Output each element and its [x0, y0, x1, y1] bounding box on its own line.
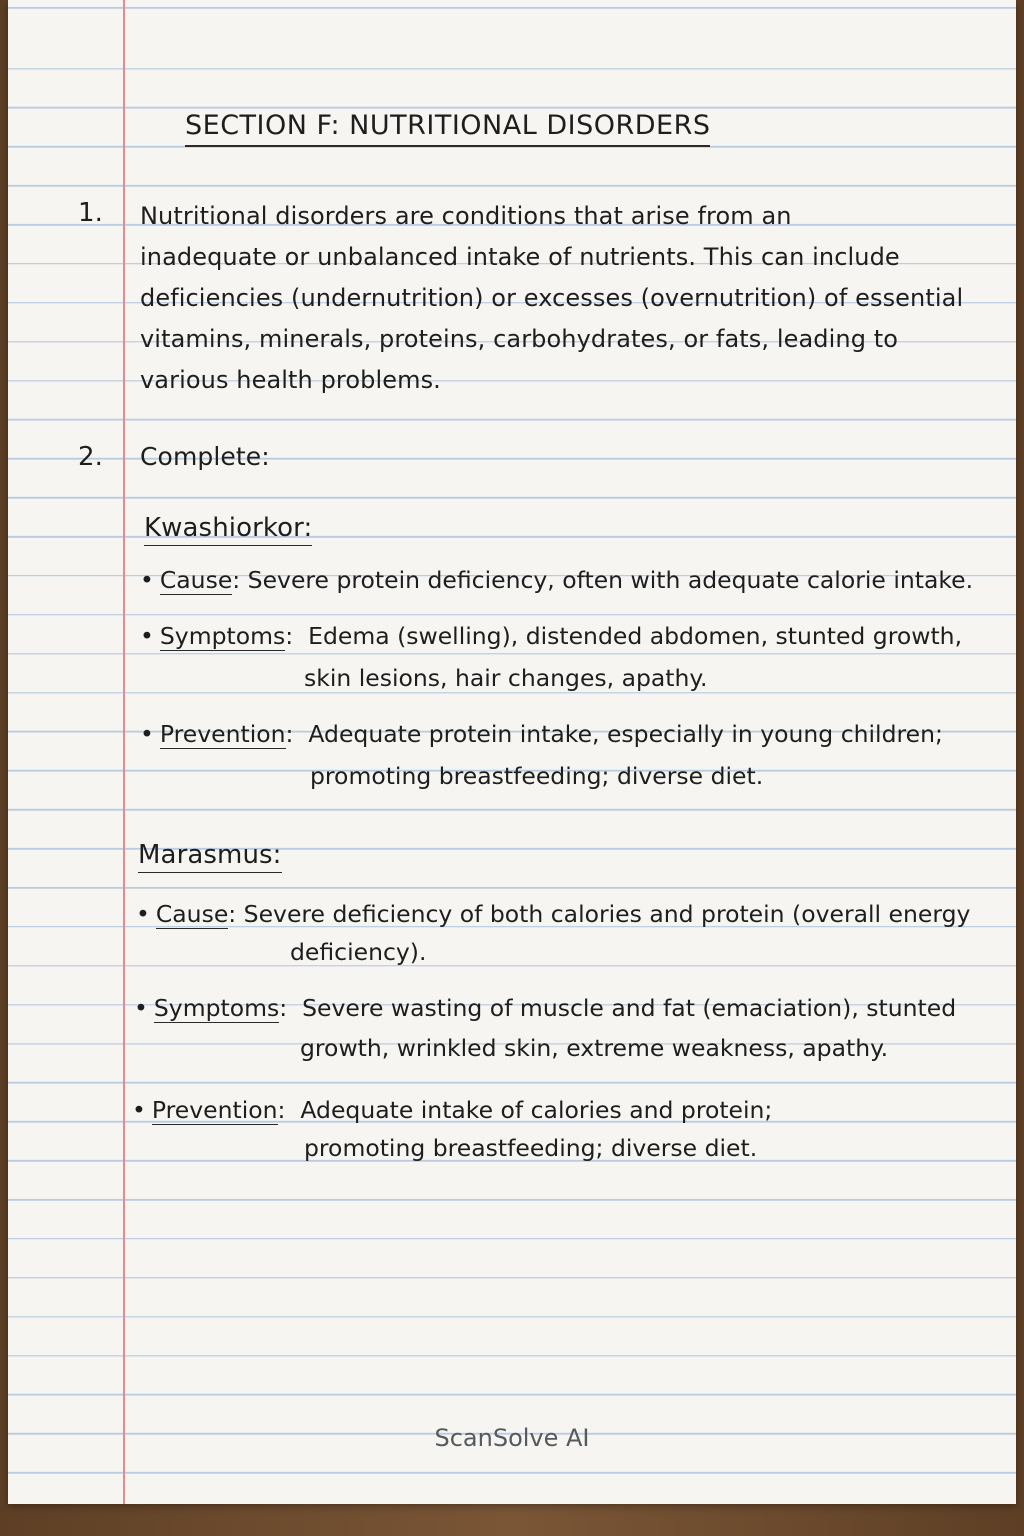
bullet: • — [140, 622, 154, 650]
bullet: • — [140, 566, 154, 594]
kwashiorkor-cause: • Cause: Severe protein deficiency, often with adequate calorie intake. — [140, 566, 974, 594]
marasmus-cause-cont: deficiency). — [290, 938, 427, 966]
symptoms-text: Severe wasting of muscle and fat (emaciation), stunted — [302, 994, 957, 1022]
marasmus-symptoms: • Symptoms: Severe wasting of muscle and fat (emaciation), stunted — [134, 994, 957, 1022]
bullet: • — [136, 900, 150, 928]
question-1-answer — [140, 196, 963, 401]
question-1-number: 1. — [78, 198, 104, 228]
section-title: SECTION F: NUTRITIONAL DISORDERS — [185, 110, 710, 147]
marasmus-symptoms-cont: growth, wrinkled skin, extreme weakness, apathy. — [300, 1034, 889, 1062]
marasmus-heading: Marasmus: — [138, 840, 282, 873]
notebook-page — [8, 0, 1016, 1504]
kwashiorkor-prevention-cont: promoting breastfeeding; diverse diet. — [310, 762, 764, 790]
bullet: • — [134, 994, 148, 1022]
prevention-text: Adequate intake of calories and protein; — [300, 1096, 773, 1124]
footer-watermark: ScanSolve AI — [434, 1424, 590, 1452]
cause-text: Severe protein deficiency, often with adequate calorie intake. — [247, 566, 974, 594]
answer-line: various health problems. — [140, 366, 441, 394]
kwashiorkor-symptoms-cont: skin lesions, hair changes, apathy. — [304, 664, 708, 692]
bullet: • — [140, 720, 154, 748]
marasmus-prevention: • Prevention: Adequate intake of calories and protein; — [132, 1096, 773, 1124]
kwashiorkor-symptoms: • Symptoms: Edema (swelling), distended abdomen, stunted growth, — [140, 622, 963, 650]
prevention-text: Adequate protein intake, especially in young children; — [308, 720, 943, 748]
symptoms-text: Edema (swelling), distended abdomen, stunted growth, — [308, 622, 963, 650]
cause-label: Cause — [159, 566, 233, 594]
prevention-label: Prevention — [159, 720, 286, 748]
symptoms-label: Symptoms — [159, 622, 286, 650]
question-2-label: Complete: — [140, 442, 270, 471]
bullet: • — [132, 1096, 146, 1124]
answer-line: inadequate or unbalanced intake of nutrients. This can include — [140, 243, 900, 271]
cause-label: Cause — [155, 900, 229, 928]
answer-line: deficiencies (undernutrition) or excesses (overnutrition) of essential — [140, 284, 964, 312]
prevention-label: Prevention — [151, 1096, 278, 1124]
answer-line: vitamins, minerals, proteins, carbohydrates, or fats, leading to — [140, 325, 899, 353]
symptoms-label: Symptoms — [153, 994, 280, 1022]
kwashiorkor-heading: Kwashiorkor: — [144, 513, 312, 546]
answer-line: Nutritional disorders are conditions that arise from an — [140, 202, 792, 230]
question-2-number: 2. — [78, 442, 104, 472]
kwashiorkor-prevention: • Prevention: Adequate protein intake, especially in young children; — [140, 720, 943, 748]
cause-text: Severe deficiency of both calories and protein (overall energy — [243, 900, 971, 928]
margin-line — [123, 0, 125, 1504]
marasmus-cause: • Cause: Severe deficiency of both calories and protein (overall energy — [136, 900, 971, 928]
marasmus-prevention-cont: promoting breastfeeding; diverse diet. — [304, 1134, 758, 1162]
